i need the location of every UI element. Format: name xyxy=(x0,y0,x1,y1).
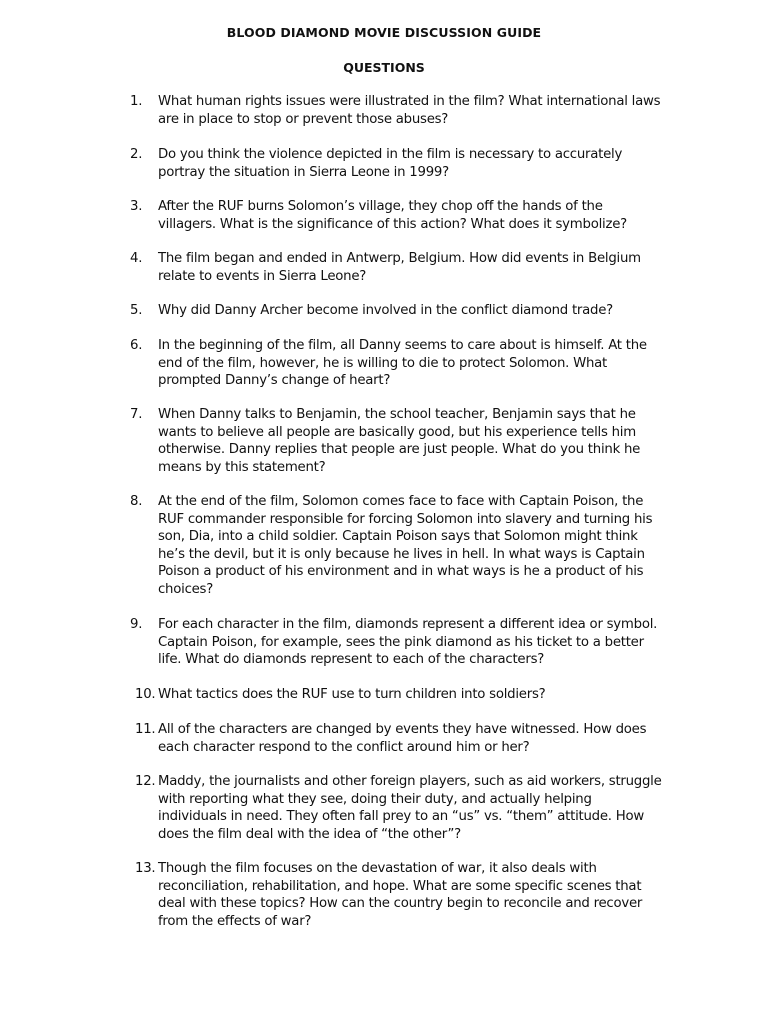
question-number: 3. xyxy=(130,199,143,214)
question-number: 5. xyxy=(130,303,143,318)
question-number: 2. xyxy=(130,147,143,162)
question-item xyxy=(135,721,663,756)
question-number: 10. xyxy=(135,687,156,702)
question-number: 12. xyxy=(135,774,156,789)
question-text: Maddy, the journalists and other foreign players, such as aid workers, struggle with reporting what they see, doing their duty, and actually helping individuals in need. They often fall prey to an “us” vs. “them” attitude. How does the film deal with the idea of “the other”? xyxy=(158,774,662,842)
question-text: The film began and ended in Antwerp, Belgium. How did events in Belgium relate to events in Sierra Leone? xyxy=(158,251,641,284)
question-number: 4. xyxy=(130,251,143,266)
question-item xyxy=(130,250,663,285)
question-number: 8. xyxy=(130,494,143,509)
question-text: For each character in the film, diamonds represent a different idea or symbol. Captain Poison, for example, sees the pink diamond as his ticket to a better life. What do diamonds represent to each of the characters? xyxy=(158,617,658,668)
question-item xyxy=(135,686,663,704)
question-item xyxy=(130,302,663,320)
question-text: Though the film focuses on the devastation of war, it also deals with reconciliation, rehabilitation, and hope. What are some specific scenes that deal with these topics? How can the country begin to reconcile and recover from the effects of war? xyxy=(158,861,643,929)
question-number: 9. xyxy=(130,617,143,632)
question-text: All of the characters are changed by events they have witnessed. How does each character respond to the conflict around him or her? xyxy=(158,722,647,755)
question-item xyxy=(130,198,663,233)
question-item xyxy=(130,406,663,476)
question-text: When Danny talks to Benjamin, the school teacher, Benjamin says that he wants to believe all people are basically good, but his experience tells him otherwise. Danny replies that people are just people. What do you think he means by this statement? xyxy=(158,407,641,475)
question-text: At the end of the film, Solomon comes face to face with Captain Poison, the RUF commander responsible for forcing Solomon into slavery and turning his son, Dia, into a child soldier. Captain Poison says that Solomon might think he’s the devil, but it is only because he lives in hell. In what ways is Captain Poison a product of his environment and in what ways is he a product of his choices? xyxy=(158,494,653,597)
question-number: 1. xyxy=(130,94,143,109)
question-text: What tactics does the RUF use to turn children into soldiers? xyxy=(158,687,546,702)
question-number: 13. xyxy=(135,861,156,876)
question-number: 7. xyxy=(130,407,143,422)
question-number: 11. xyxy=(135,722,156,737)
question-text: Do you think the violence depicted in the film is necessary to accurately portray the situation in Sierra Leone in 1999? xyxy=(158,147,623,180)
question-item xyxy=(130,93,663,128)
question-item xyxy=(130,493,663,599)
question-number: 6. xyxy=(130,338,143,353)
question-text: In the beginning of the film, all Danny seems to care about is himself. At the end of the film, however, he is willing to die to protect Solomon. What prompted Danny’s change of heart? xyxy=(158,338,647,389)
question-item xyxy=(130,146,663,181)
question-text: What human rights issues were illustrated in the film? What international laws are in place to stop or prevent those abuses? xyxy=(158,94,661,127)
section-heading: QUESTIONS xyxy=(343,60,425,75)
document-title: BLOOD DIAMOND MOVIE DISCUSSION GUIDE xyxy=(226,25,542,40)
question-item xyxy=(135,773,663,843)
question-item xyxy=(135,860,663,930)
question-item xyxy=(130,616,663,669)
question-item xyxy=(130,337,663,390)
question-text: Why did Danny Archer become involved in the conflict diamond trade? xyxy=(158,303,613,318)
question-text: After the RUF burns Solomon’s village, they chop off the hands of the villagers. What is the significance of this action? What does it symbolize? xyxy=(158,199,627,232)
